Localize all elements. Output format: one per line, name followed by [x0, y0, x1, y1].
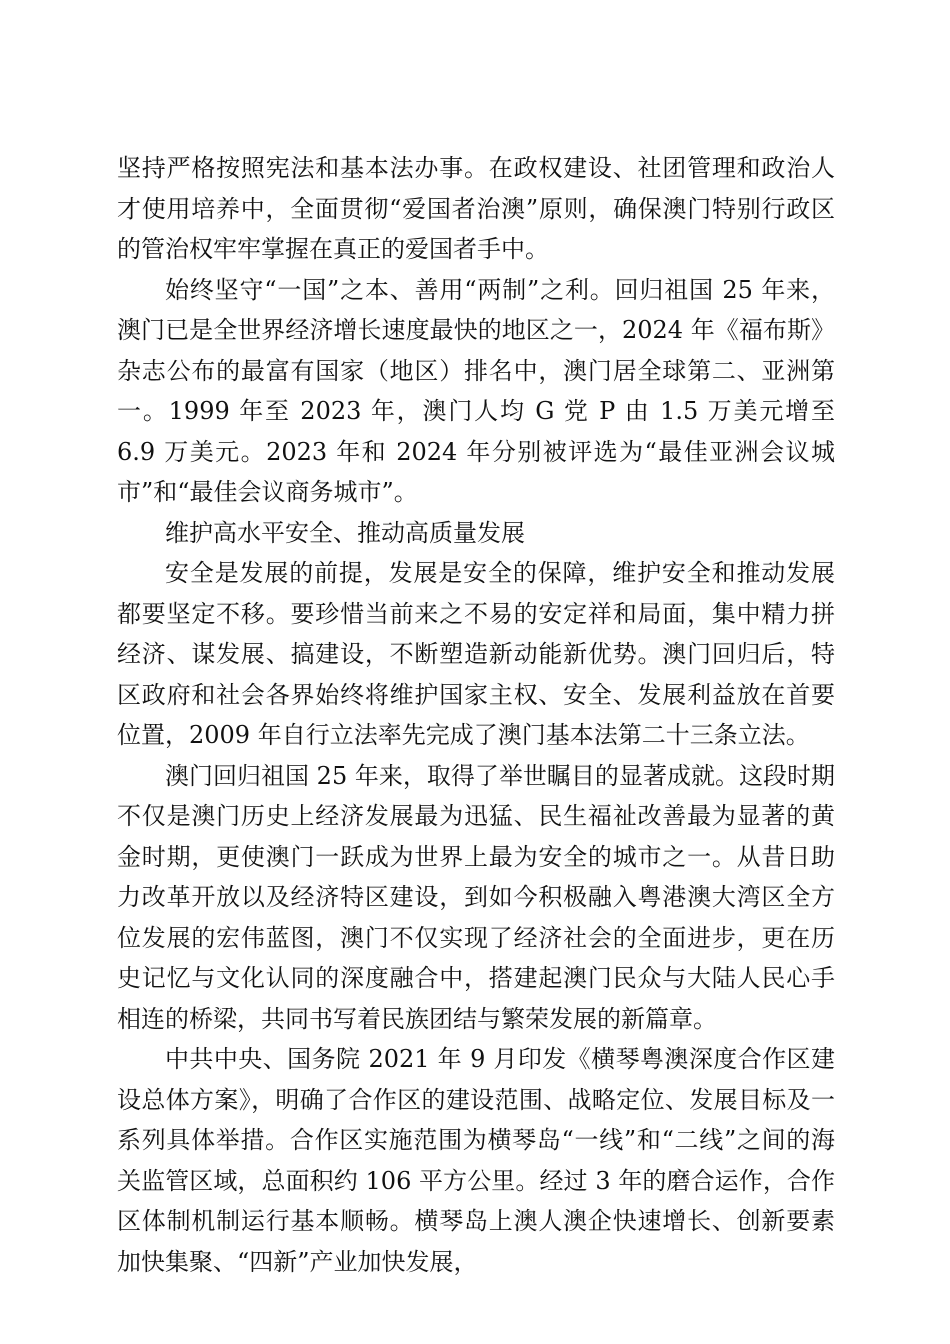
section-heading: 维护高水平安全、推动高质量发展 — [165, 518, 525, 547]
paragraph-continuation: 坚持严格按照宪法和基本法办事。在政权建设、社团管理和政治人才使用培养中，全面贯彻“爱国者治澳”原则，确保澳门特别行政区的管治权牢牢掌握在真正的爱国者手中。 — [117, 154, 835, 263]
document-body — [117, 148, 835, 1282]
paragraph-achievements: 澳门回归祖国 25 年来，取得了举世瞩目的显著成就。这段时期不仅是澳门历史上经济发展最为迅猛、民生福祉改善最为显著的黄金时期，更使澳门一跃成为世界上最为安全的城市之一。从昔日助力改革开放以及经济特区建设，到如今积极融入粤港澳大湾区全方位发展的宏伟蓝图，澳门不仅实现了经济社会的全面进步，更在历史记忆与文化认同的深度融合中，搭建起澳门民众与大陆人民心手相连的桥梁，共同书写着民族团结与繁荣发展的新篇章。 — [117, 761, 835, 1033]
paragraph-one-country-two-systems: 始终坚守“一国”之本、善用“两制”之利。回归祖国 25 年来，澳门已是全世界经济增长速度最快的地区之一，2024 年《福布斯》杂志公布的最富有国家（地区）排名中，澳门居全球第二、亚洲第一。1999 年至 2023 年，澳门人均 G 党 P 由 1.5 万美元增至 6.9 万美元。2023 年和 2024 年分别被评选为“最佳亚洲会议城市”和“最佳会议商务城市”。 — [117, 275, 835, 506]
paragraph-hengqin: 中共中央、国务院 2021 年 9 月印发《横琴粤澳深度合作区建设总体方案》，明确了合作区的建设范围、战略定位、发展目标及一系列具体举措。合作区实施范围为横琴岛“一线”和“二线”之间的海关监管区域，总面积约 106 平方公里。经过 3 年的磨合运作，合作区体制机制运行基本顺畅。横琴岛上澳人澳企快速增长、创新要素加快集聚、“四新”产业加快发展， — [117, 1045, 835, 1276]
paragraph-security-development: 安全是发展的前提，发展是安全的保障，维护安全和推动发展都要坚定不移。要珍惜当前来之不易的安定祥和局面，集中精力拼经济、谋发展、搞建设，不断塑造新动能新优势。澳门回归后，特区政府和社会各界始终将维护国家主权、安全、发展利益放在首要位置，2009 年自行立法率先完成了澳门基本法第二十三条立法。 — [117, 559, 835, 749]
